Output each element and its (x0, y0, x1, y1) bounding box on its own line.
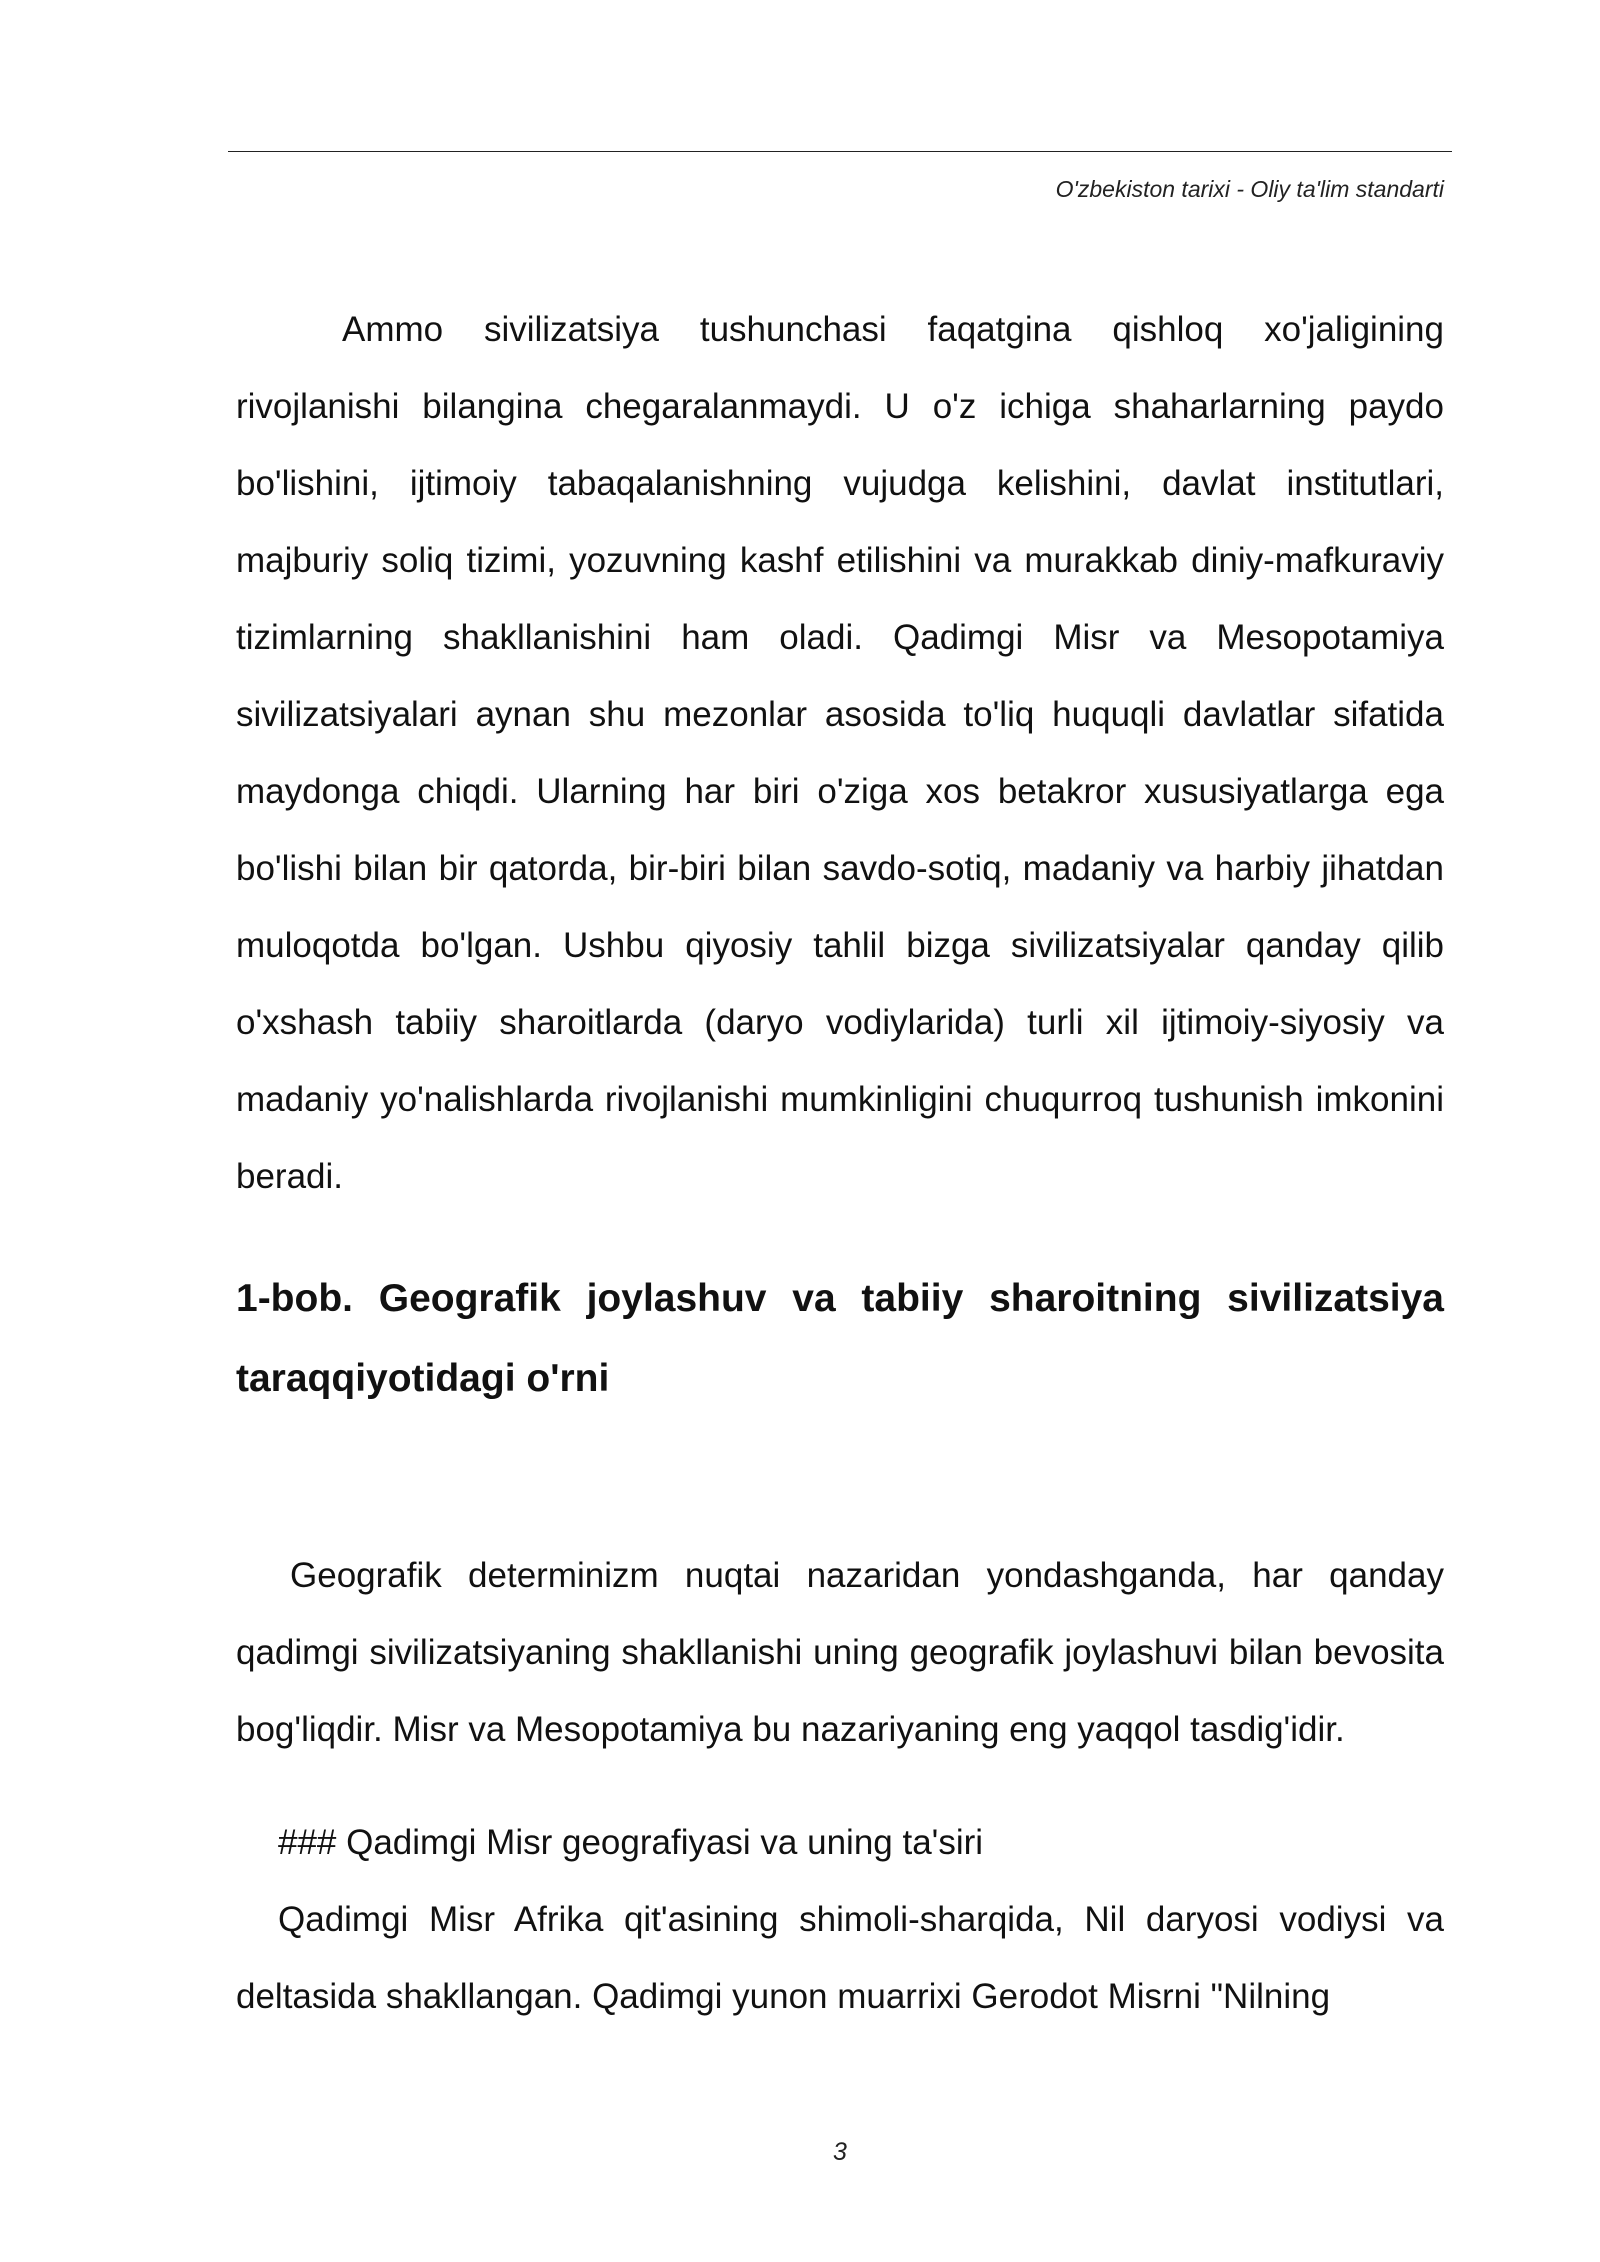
page-number: 3 (833, 2138, 847, 2166)
header-rule (228, 151, 1452, 152)
page-content (236, 291, 1444, 2035)
subsection-heading: ### Qadimgi Misr geografiyasi va uning ta'siri (278, 1823, 984, 1862)
egypt-paragraph: Qadimgi Misr Afrika qit'asining shimoli-sharqida, Nil daryosi vodiysi va deltasida shakllangan. Qadimgi yunon muarrixi Gerodot Misrni "Nilning (236, 1900, 1444, 2016)
intro-paragraph: Ammo sivilizatsiya tushunchasi faqatgina qishloq xo'jaligining rivojlanishi bilangina chegaralanmaydi. U o'z ichiga shaharlarning paydo bo'lishini, ijtimoiy tabaqalanishning vujudga kelishini, davlat institutlari, majburiy soliq tizimi, yozuvning kashf etilishini va murakkab diniy-mafkuraviy tizimlarning shakllanishini ham oladi. Qadimgi Misr va Mesopotamiya sivilizatsiyalari aynan shu mezonlar asosida to'liq huquqli davlatlar sifatida maydonga chiqdi. Ularning har biri o'ziga xos betakror xususiyatlarga ega bo'lishi bilan bir qatorda, bir-biri bilan savdo-sotiq, madaniy va harbiy jihatdan muloqotda bo'lgan. Ushbu qiyosiy tahlil bizga sivilizatsiyalar qanday qilib o'xshash tabiiy sharoitlarda (daryo vodiylarida) turli xil ijtimoiy-siyosiy va madaniy yo'nalishlarda rivojlanishi mumkinligini chuqurroq tushunish imkonini beradi. (236, 310, 1444, 1196)
section-spacer (236, 1419, 1444, 1537)
paragraph-spacer (236, 1768, 1444, 1804)
geography-paragraph: Geografik determinizm nuqtai nazaridan yondashganda, har qanday qadimgi sivilizatsiyaning shakllanishi uning geografik joylashuvi bilan bevosita bog'liqdir. Misr va Mesopotamiya bu nazariyaning eng yaqqol tasdig'idir. (236, 1556, 1444, 1749)
running-header: O'zbekiston tarixi - Oliy ta'lim standarti (1055, 176, 1444, 202)
chapter-heading: 1-bob. Geografik joylashuv va tabiiy sharoitning sivilizatsiya taraqqiyotidagi o'rni (236, 1277, 1444, 1400)
